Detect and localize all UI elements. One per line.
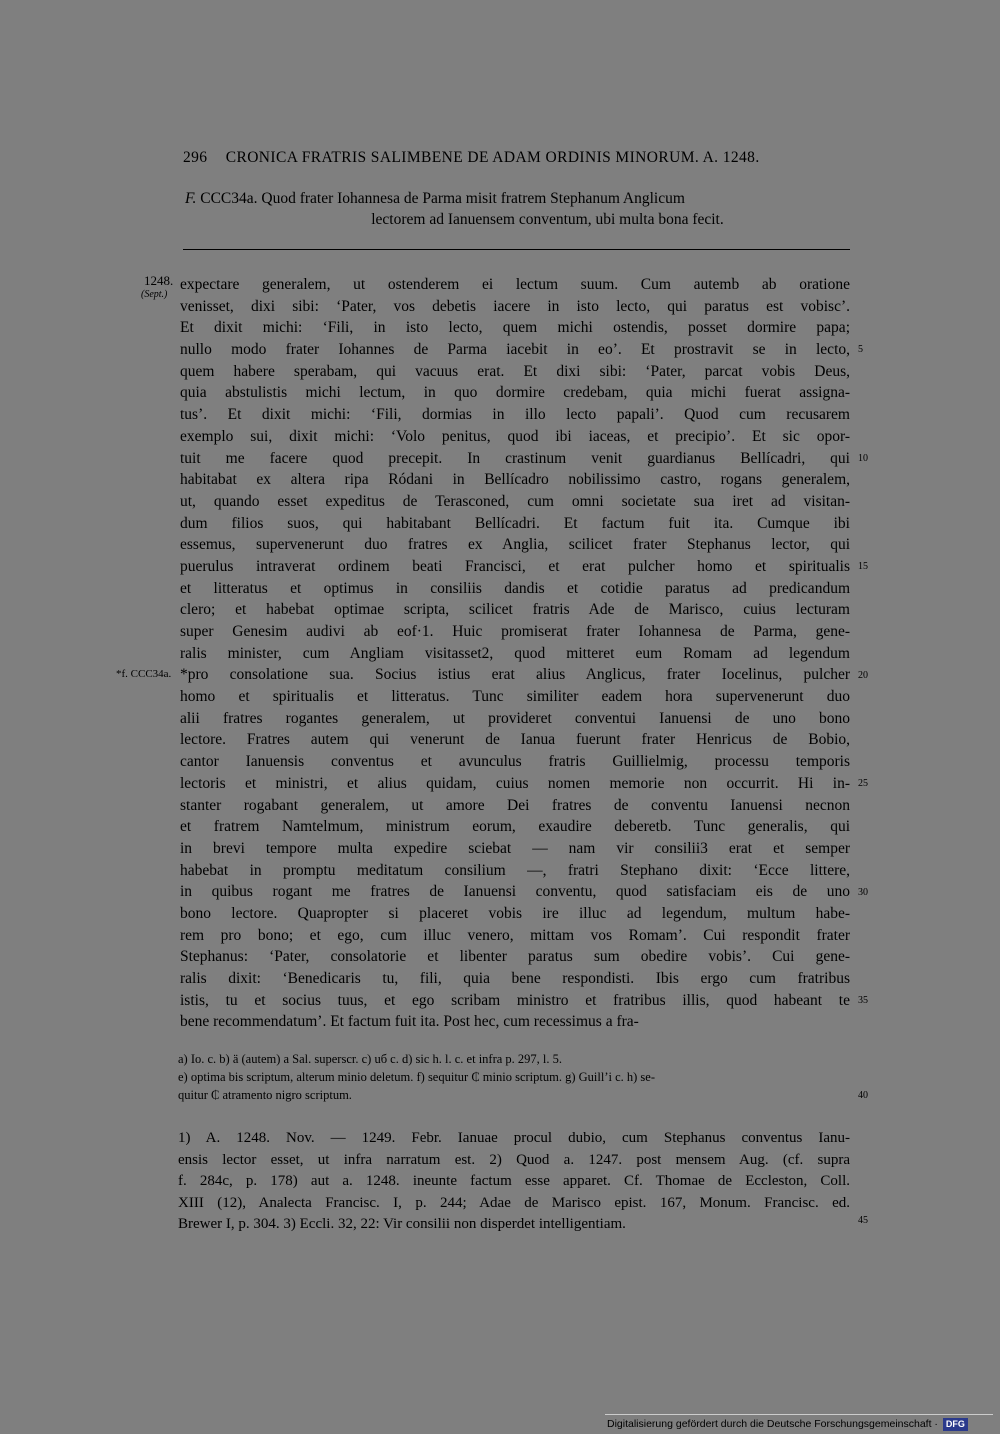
- running-head-title: CRONICA FRATRIS SALIMBENE DE ADAM ORDINIS MINORUM. A. 1248.: [225, 149, 760, 166]
- margin-line-number: 30: [858, 886, 868, 898]
- text-line: cantor Ianuensis conventus et avunculus fratris Guillielmig, processu temporis: [180, 753, 850, 771]
- text-line: exemplo sui, dixit michi: ‘Volo penitus, quod ibi iaceas, et precipio’. Et sic opor-: [180, 427, 850, 445]
- chapter-heading: [185, 188, 850, 230]
- footnote-line: Brewer I, p. 304. 3) Eccli. 32, 22: Vir consilii non disperdet intelligentiam.: [178, 1216, 626, 1232]
- margin-folio-reference: *f. CCC34a.: [116, 668, 172, 680]
- text-line: dum filios suos, qui habitabant Bellícadri. Et factum fuit ita. Cumque ibi: [180, 514, 850, 532]
- text-line: et fratrem Namtelmum, ministrum eorum, exaudire deberetb. Tunc generalis, qui: [180, 818, 850, 836]
- margin-line-number: 5: [858, 344, 863, 356]
- text-line: puerulus intraverat ordinem beati Francisci, et erat pulcher homo et spiritualis: [180, 557, 850, 575]
- heading-line-1-text: CCC34a. Quod frater Iohannesa de Parma misit fratrem Stephanum Anglicum: [200, 190, 685, 207]
- apparatus-line: e) optima bis scriptum, alterum minio deletum. f) sequitur ₵ minio scriptum. g) Guill’i c. h) se-: [178, 1070, 655, 1084]
- heading-rule: [183, 249, 850, 250]
- text-line: super Genesim audivi ab eof·1. Huic promiserat frater Iohannesa de Parma, gene-: [180, 623, 850, 640]
- text-line: alii fratres rogantes generalem, ut provideret conventui Ianuensi de uno bono: [180, 709, 850, 727]
- text-line: quia abstulistis michi lectum, in quo dormire credebam, quia michi fuerat assigna-: [180, 384, 850, 402]
- text-line: rem pro bono; et ego, cum illuc venero, mittam vos Romam’. Cui respondit frater: [180, 926, 850, 944]
- footer: [607, 1417, 968, 1431]
- page-number: 296: [183, 149, 208, 166]
- dfg-logo: DFG: [943, 1418, 968, 1431]
- text-line: quem habere sperabam, qui vacuus erat. Et dixi sibi: ‘Pater, parcat vobis Deus,: [180, 362, 850, 380]
- footnote-line: 1) A. 1248. Nov. — 1249. Febr. Ianuae procul dubio, cum Stephanus conventus Ianu-: [178, 1130, 850, 1146]
- footer-credit: Digitalisierung gefördert durch die Deutsche Forschungsgemeinschaft ·: [607, 1418, 938, 1430]
- text-line: ralis dixit: ‘Benedicaris tu, fili, quia bene respondisti. Ibis ergo cum fratribus: [180, 970, 850, 987]
- apparatus-line-number: 40: [858, 1090, 868, 1101]
- notes-line-number: 45: [858, 1215, 868, 1226]
- text-line: in brevi tempore multa expedire sciebat — nam vir consilii3 erat et semper: [180, 839, 850, 857]
- text-line: clero; et habebat optimae scripta, scilicet fratris Ade de Marisco, cuius lecturam: [180, 601, 850, 619]
- margin-line-number: 10: [858, 452, 868, 464]
- margin-line-number: 20: [858, 669, 868, 681]
- margin-line-number: 25: [858, 778, 868, 790]
- text-line: habitabat ex altera ripa Ródani in Bellícadro nobilissimo castro, rogans generalem,: [180, 471, 850, 489]
- heading-line-2: lectorem ad Ianuensem conventum, ubi multa bona fecit.: [371, 211, 724, 228]
- footer-rule: [605, 1414, 993, 1415]
- text-line: lectoris et ministri, et alius quidam, cuius nomen memorie non occurrit. Hi in-: [180, 774, 850, 792]
- main-text: [180, 274, 850, 1033]
- text-line: habebat in promptu meditatum consilium —, fratri Stephano dixit: ‘Ecce littere,: [180, 861, 850, 879]
- text-line: venisset, dixi sibi: ‘Pater, vos debetis iacere in isto lecto, qui paratus est vobisc’.: [180, 297, 850, 315]
- apparatus-line: quitur ₵ atramento nigro scriptum.: [178, 1088, 352, 1102]
- text-line: expectare generalem, ut ostenderem ei lectum suum. Cum autemb ab oratione: [180, 276, 850, 293]
- text-line: essemus, supervenerunt duo fratres ex Anglia, scilicet frater Stephanus lector, qui: [180, 536, 850, 554]
- margin-year: 1248.: [144, 273, 174, 288]
- text-line: ralis minister, cum Angliam visitasset2, quod mitteret eum Romam ad legendum: [180, 644, 850, 662]
- text-line: nullo modo frater Iohannes de Parma iacebit in eo’. Et prostravit se in lecto,: [180, 341, 850, 359]
- text-line: tus’. Et dixit michi: ‘Fili, dormias in illo lecto papali’. Quod cum recusarem: [180, 406, 850, 424]
- text-line: in quibus rogant me fratres de Ianuensi conventu, quod satisfaciam eis de uno: [180, 883, 850, 901]
- text-line: et litteratus et optimus in consiliis dandis et cotidie paratus ad predicandum: [180, 579, 850, 597]
- text-line: stanter rogabant generalem, ut amore Dei fratres de conventu Ianuensi necnon: [180, 796, 850, 814]
- text-line: Et dixit michi: ‘Fili, in isto lecto, quem michi ostendis, posset dormire papa;: [180, 319, 850, 337]
- margin-line-number: 35: [858, 995, 868, 1007]
- apparatus-line: a) Io. c. b) ä (autem) a Sal. superscr. c) uб c. d) sic h. l. c. et infra p. 297, l. 5.: [178, 1052, 563, 1066]
- heading-line-1: [185, 188, 850, 209]
- heading-sigla: F.: [185, 190, 197, 207]
- running-head: [183, 149, 848, 167]
- text-line: bene recommendatum’. Et factum fuit ita. Post hec, cum recessimus a fra-: [180, 1013, 639, 1031]
- text-line: *pro consolatione sua. Socius istius erat alius Anglicus, frater Iocelinus, pulcher: [180, 666, 850, 684]
- text-line: ut, quando esset expeditus de Terasconed, cum omni societate sua iret ad visitan-: [180, 492, 850, 510]
- footnotes: [178, 1128, 850, 1236]
- margin-month: (Sept.): [141, 289, 168, 300]
- text-line: tuit me facere quod precepit. In crastinum venit guardianus Bellícadri, qui: [180, 449, 850, 467]
- critical-apparatus: [178, 1050, 848, 1104]
- text-line: bono lectore. Quapropter si placeret vobis ire illuc ad legendum, multum habe-: [180, 904, 850, 922]
- footnote-line: ensis lector esset, ut infra narratum est. 2) Quod a. 1247. post mensem Aug. (cf. supra: [178, 1151, 850, 1168]
- text-line: Stephanus: ‘Pater, consolatorie et libenter paratus sum obedire vobis’. Cui gene-: [180, 948, 850, 966]
- footnote-line: f. 284c, p. 178) aut a. 1248. ineunte factum esse apparet. Cf. Thomae de Eccleston, Coll.: [178, 1173, 850, 1189]
- text-line: lectore. Fratres autem qui venerunt de Ianua fuerunt frater Henricus de Bobio,: [180, 731, 850, 749]
- margin-line-number: 15: [858, 561, 868, 573]
- text-line: istis, tu et socius tuus, et ego scribam ministro et fratribus illis, quod habeant te: [180, 991, 850, 1009]
- text-line: homo et spiritualis et litteratus. Tunc similiter eadem hora supervenerunt duo: [180, 688, 850, 706]
- footnote-line: XIII (12), Analecta Francisc. I, p. 244; Adae de Marisco epist. 167, Monum. Francisc. ed.: [178, 1194, 850, 1211]
